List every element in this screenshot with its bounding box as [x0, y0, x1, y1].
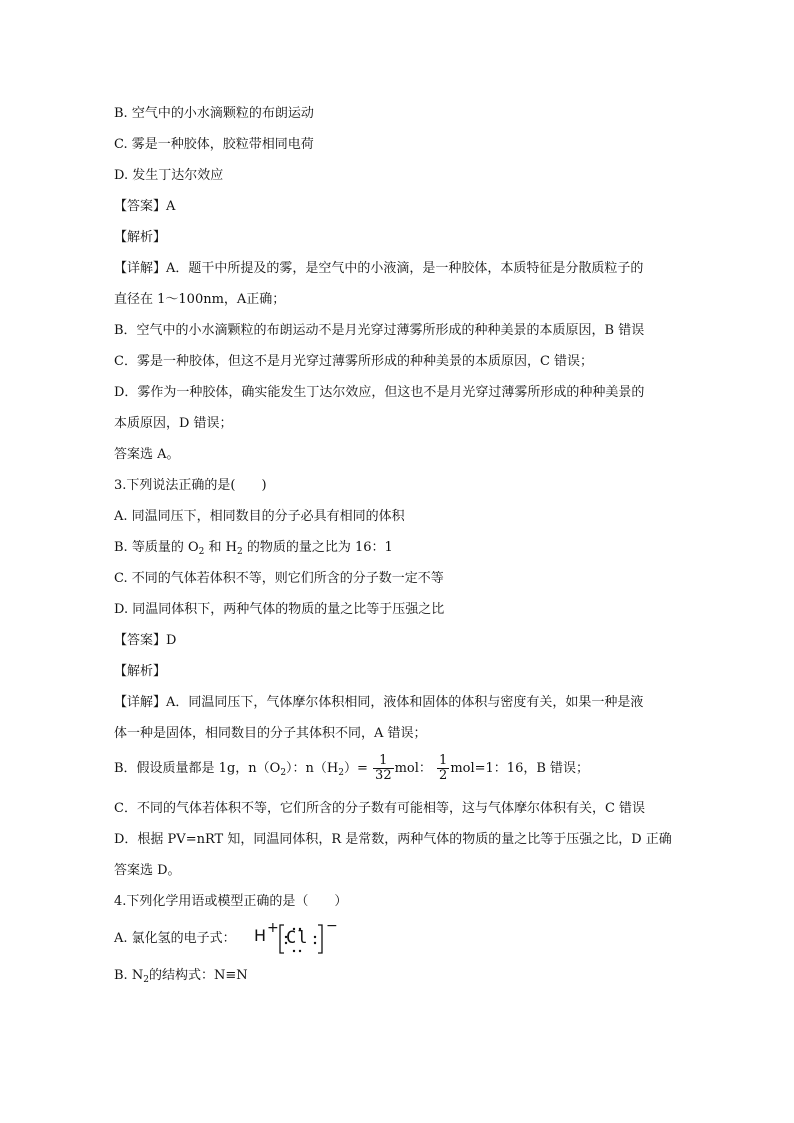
q3-conclusion: 答案选 D。 — [114, 863, 181, 878]
q2-detail-c: C．雾是一种胶体，但这不是月光穿过薄雾所形成的种种美景的本质原因，C 错误； — [114, 354, 594, 369]
q4-option-b-sub: 2 — [143, 975, 149, 985]
left-bracket — [280, 925, 284, 953]
q3-detail-b-mid: ）：n（H — [286, 761, 339, 776]
q3-stem: 3.下列说法正确的是( ) — [114, 478, 267, 493]
q4-option-b — [114, 967, 248, 985]
q2-analysis-heading: 【解析】 — [114, 230, 167, 245]
q3-answer: 【答案】D — [114, 633, 177, 648]
q2-detail-b: B．空气中的小水滴颗粒的布朗运动不是月光穿过薄雾所形成的种种美景的本质原因，B 错误 — [114, 323, 645, 338]
fraction-2-denominator: 2 — [439, 768, 448, 783]
q4-option-a: A. 氯化氢的电子式： — [114, 931, 236, 946]
q3-detail-a-line1: 【详解】A．同温同压下，气体摩尔体积相同，液体和固体的体积与密度有关，如果一种是液 — [114, 695, 644, 710]
electron-dot — [293, 950, 295, 952]
q3-detail-b-post: mol=1：16，B 错误； — [450, 761, 590, 776]
q2-detail-d-line2: 本质原因，D 错误； — [114, 416, 233, 431]
electron-dot — [314, 936, 316, 938]
q3-option-c: C. 不同的气体若体积不等，则它们所含的分子数一定不等 — [114, 571, 444, 586]
q3-detail-b-eq: ）= — [344, 761, 368, 776]
lewis-chlorine: Cl — [286, 928, 309, 948]
fraction-1-denominator: 32 — [375, 768, 392, 783]
q3-option-a: A. 同温同压下，相同数目的分子必具有相同的体积 — [114, 509, 405, 524]
q3-option-d: D. 同温同体积下，两种气体的物质的量之比等于压强之比 — [114, 602, 445, 617]
hcl-electron-formula — [254, 918, 344, 956]
q3-analysis-heading: 【解析】 — [114, 664, 167, 679]
q3-detail-d: D．根据 PV=nRT 知，同温同体积，R 是常数，两种气体的物质的量之比等于压强之比，D 正确 — [114, 832, 672, 847]
fraction-2-numerator: 1 — [439, 753, 448, 768]
q2-option-d: D. 发生丁达尔效应 — [114, 168, 224, 183]
q4-option-b-post: 的结构式：N≡N — [148, 968, 248, 983]
q3-option-b-pre: B. 等质量的 O — [114, 540, 199, 555]
q2-detail-a-line1: 【详解】A．题干中所提及的雾，是空气中的小液滴，是一种胶体，本质特征是分散质粒子的 — [114, 261, 644, 276]
q2-detail-d-line1: D．雾作为一种胶体，确实能发生丁达尔效应，但这也不是月光穿过薄雾所形成的种种美景的 — [114, 385, 645, 400]
q3-option-b-sub1: 2 — [198, 547, 205, 557]
lewis-hydrogen: H — [254, 926, 267, 945]
q2-conclusion: 答案选 A。 — [114, 447, 180, 462]
q3-detail-b-mol: mol： — [394, 761, 432, 776]
fraction-1-2 — [437, 754, 449, 783]
q2-detail-a-line2: 直径在 1～100nm，A正确； — [114, 292, 286, 307]
q3-detail-b-sub2: 2 — [338, 768, 344, 778]
q3-detail-c: C．不同的气体若体积不等，它们所含的分子数有可能相等，这与气体摩尔体积有关，C 错误 — [114, 801, 646, 816]
lewis-minus-charge: − — [326, 918, 338, 934]
q4-stem: 4.下列化学用语或模型正确的是（ ） — [114, 894, 348, 909]
q3-option-b — [114, 539, 393, 557]
q3-detail-b — [114, 754, 589, 783]
q4-option-b-pre: B. N — [114, 968, 144, 983]
right-bracket — [318, 925, 322, 953]
q2-answer: 【答案】A — [114, 199, 176, 214]
fraction-1-32 — [373, 754, 394, 783]
electron-dot — [299, 950, 301, 952]
q2-option-c: C. 雾是一种胶体，胶粒带相同电荷 — [114, 137, 314, 152]
q3-option-b-post: 的物质的量之比为 16：1 — [242, 540, 393, 555]
q3-detail-b-pre: B．假设质量都是 1g，n（O — [114, 761, 281, 776]
q3-option-b-sub2: 2 — [236, 547, 243, 557]
q3-option-b-mid: 和 H — [204, 540, 237, 555]
q3-detail-a-line2: 体一种是固体，相同数目的分子其体积不同，A 错误； — [114, 726, 427, 741]
lewis-plus-charge: + — [267, 920, 279, 936]
fraction-1-numerator: 1 — [373, 754, 394, 769]
q3-detail-b-sub1: 2 — [280, 768, 287, 778]
electron-dot — [314, 942, 316, 944]
q2-option-b: B. 空气中的小水滴颗粒的布朗运动 — [114, 106, 314, 121]
